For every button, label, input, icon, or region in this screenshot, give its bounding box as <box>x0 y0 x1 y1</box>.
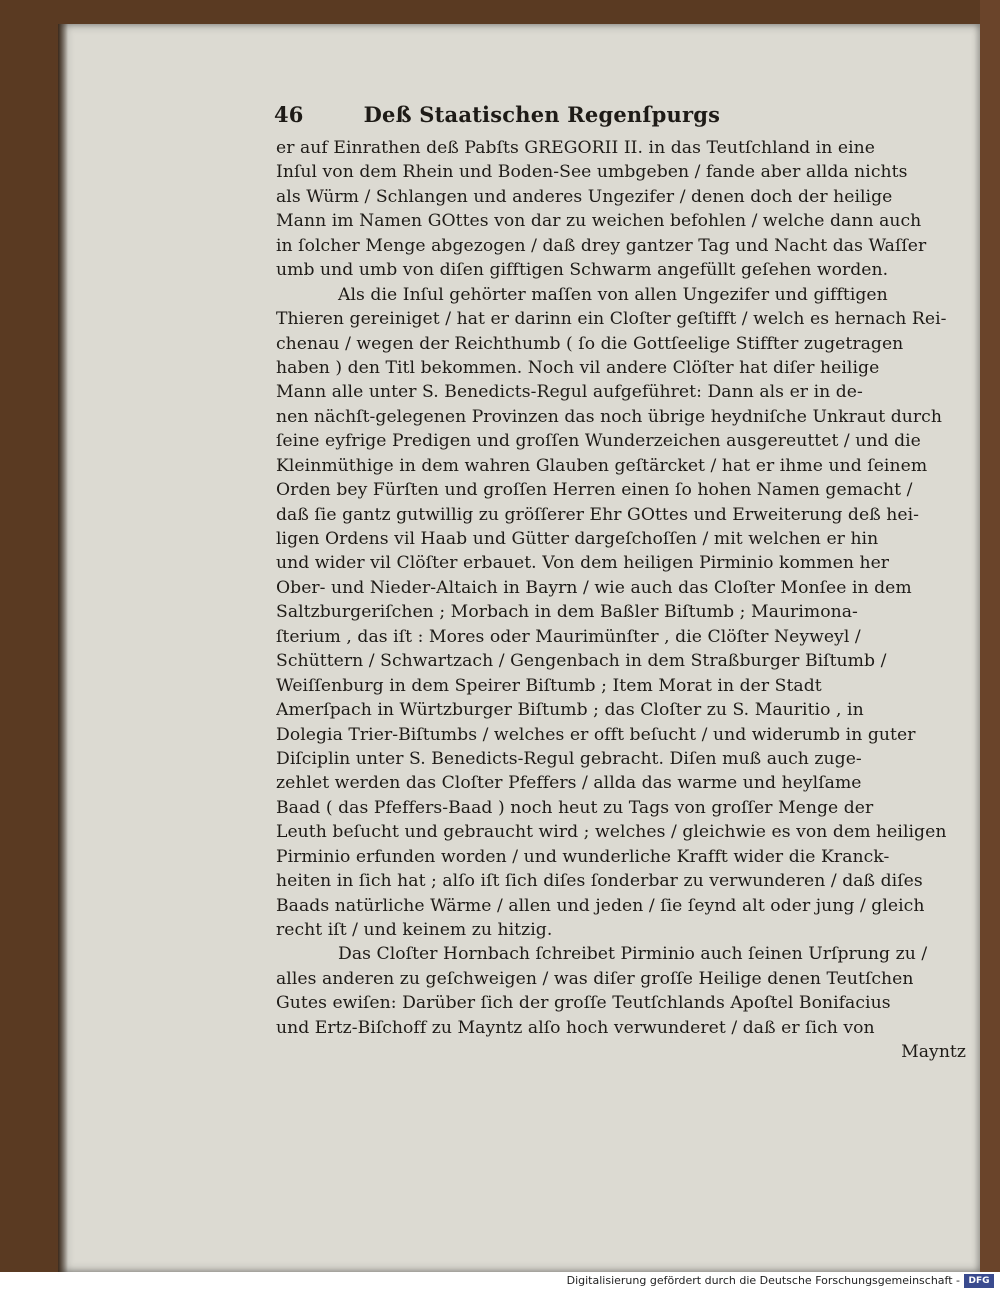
footer-bar <box>0 1272 1000 1291</box>
text-line: Baad ( das Pfeffers-Baad ) noch heut zu Tags von groſſer Menge der <box>276 797 874 818</box>
text-line: ſeine eyfrige Predigen und groſſen Wunderzeichen ausgereuttet / und die <box>276 431 921 452</box>
text-line: Saltzburgeriſchen ; Morbach in dem Baßler Biſtumb ; Maurimona- <box>276 602 858 623</box>
text-line: Leuth beſucht und gebraucht wird ; welches / gleichwie es von dem heiligen <box>276 822 947 843</box>
text-line: umb und umb von diſen gifftigen Schwarm angefüllt geſehen worden. <box>276 260 889 281</box>
text-line: er auf Einrathen deß Pabſts GREGORII II. in das Teutſchland in eine <box>276 138 875 158</box>
dfg-logo-icon: DFG <box>964 1274 994 1288</box>
text-line: chenau / wegen der Reichthumb ( ſo die Gottſeelige Stiffter zugetragen <box>276 333 904 354</box>
text-line: daß ſie gantz gutwillig zu gröſſerer Ehr GOttes und Erweiterung deß hei- <box>276 504 919 525</box>
text-line: Thieren gereiniget / hat er darinn ein Cloſter geſtifft / welch es hernach Rei- <box>276 309 947 330</box>
text-line: alles anderen zu geſchweigen / was diſer groſſe Heilige denen Teutſchen <box>276 968 914 989</box>
text-line: Weiſſenburg in dem Speirer Biſtumb ; Item Morat in der Stadt <box>276 675 822 696</box>
running-title: Deß Staatischen Regenſpurgs <box>363 102 721 127</box>
text-line: haben ) den Titl bekommen. Noch vil andere Clöſter hat diſer heilige <box>276 357 880 378</box>
body-text <box>276 136 966 1065</box>
text-line: Inſul von dem Rhein und Boden-See umbgeben / fande aber allda nichts <box>276 162 908 183</box>
text-line: Mann alle unter S. Benedicts-Regul aufgeführet: Dann als er in de- <box>276 382 863 403</box>
page-gutter-shadow <box>58 24 68 1272</box>
text-line: Schüttern / Schwartzach / Gengenbach in dem Straßburger Biſtumb / <box>276 651 887 672</box>
text-line: und Ertz-Biſchoff zu Mayntz alſo hoch verwunderet / daß er ſich von <box>276 1017 875 1038</box>
text-line: recht iſt / und keinem zu hitzig. <box>276 920 553 940</box>
catchword: Mayntz <box>901 1042 966 1063</box>
text-line: Pirminio erfunden worden / und wunderliche Krafft wider die Kranck- <box>276 846 890 867</box>
text-line: zehlet werden das Cloſter Pfeffers / allda das warme und heylſame <box>276 773 862 794</box>
page-header <box>274 102 794 127</box>
text-line: Gutes ewiſen: Darüber ſich der groſſe Teutſchlands Apoſtel Bonifacius <box>276 993 891 1014</box>
text-line: Amerſpach in Würtzburger Biſtumb ; das Cloſter zu S. Mauritio , in <box>276 700 864 721</box>
text-line: Ober- und Nieder-Altaich in Bayrn / wie auch das Cloſter Monſee in dem <box>276 577 912 598</box>
text-line: Als die Inſul gehörter maſſen von allen Ungezifer und gifftigen <box>338 284 888 305</box>
text-line: und wider vil Clöſter erbauet. Von dem heiligen Pirminio kommen her <box>276 553 890 574</box>
page-number: 46 <box>274 102 304 127</box>
text-line: Diſciplin unter S. Benedicts-Regul gebracht. Diſen muß auch zuge- <box>276 748 862 769</box>
text-line: Das Cloſter Hornbach ſchreibet Pirminio auch ſeinen Urſprung zu / <box>338 944 928 965</box>
text-line: ligen Ordens vil Haab und Gütter dargeſchoſſen / mit welchen er hin <box>276 529 879 549</box>
text-line: Baads natürliche Wärme / allen und jeden / ſie ſeynd alt oder jung / gleich <box>276 895 925 916</box>
text-line: ſterium , das iſt : Mores oder Maurimünſter , die Clöſter Neyweyl / <box>276 626 861 647</box>
digitization-credit: Digitalisierung gefördert durch die Deutsche Forschungsgemeinschaft - <box>566 1274 960 1287</box>
text-line: Kleinmüthige in dem wahren Glauben geſtärcket / hat er ihme und ſeinem <box>276 455 928 476</box>
text-line: nen nächſt-gelegenen Provinzen das noch übrige heydniſche Unkraut durch <box>276 406 942 427</box>
text-line: als Würm / Schlangen und anderes Ungezifer / denen doch der heilige <box>276 186 893 207</box>
book-edge <box>980 0 1000 1272</box>
text-line: Orden bey Fürſten und groſſen Herren einen ſo hohen Namen gemacht / <box>276 480 913 501</box>
text-line: Dolegia Trier-Biſtumbs / welches er offt beſucht / und widerumb in guter <box>276 724 916 745</box>
text-line: Mann im Namen GOttes von dar zu weichen befohlen / welche dann auch <box>276 211 922 232</box>
text-line: heiten in ſich hat ; alſo iſt ſich diſes ſonderbar zu verwunderen / daß diſes <box>276 871 923 892</box>
text-line: in ſolcher Menge abgezogen / daß drey gantzer Tag und Nacht das Waſſer <box>276 235 927 256</box>
